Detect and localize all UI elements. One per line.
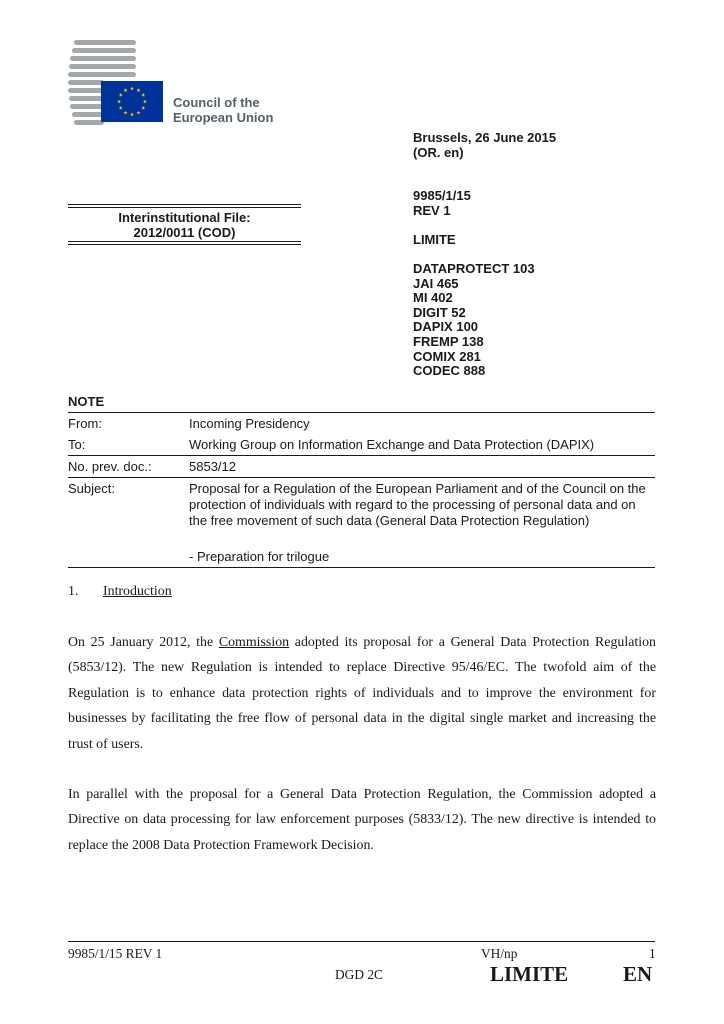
table-rule — [68, 567, 655, 568]
original-language: (OR. en) — [413, 145, 464, 160]
subject-code: COMIX 281 — [413, 348, 481, 364]
subject-code: FREMP 138 — [413, 333, 484, 349]
table-rule — [68, 455, 655, 456]
subject-code: MI 402 — [413, 290, 453, 306]
subject-code: JAI 465 — [413, 275, 459, 291]
subject-codes — [413, 262, 535, 379]
interinstitutional-label: Interinstitutional File: — [118, 210, 251, 225]
place-date: Brussels, 26 June 2015 — [413, 130, 557, 145]
to-value: Working Group on Information Exchange and Data Protection (DAPIX) — [189, 437, 595, 452]
interinstitutional-value: 2012/0011 (COD) — [133, 225, 236, 240]
classification: LIMITE — [413, 232, 456, 247]
prev-doc-value: 5853/12 — [189, 459, 236, 474]
interinstitutional-file-box — [68, 204, 301, 245]
council-logo — [68, 38, 178, 126]
org-name-line1: Council of the — [173, 95, 260, 110]
section-number: 1. — [68, 584, 79, 599]
prev-doc-label: No. prev. doc.: — [68, 459, 152, 474]
revision: REV 1 — [413, 203, 451, 218]
from-value: Incoming Presidency — [189, 416, 310, 431]
subject-code: CODEC 888 — [413, 363, 486, 379]
section-title: Introduction — [103, 584, 172, 599]
org-name-line2: European Union — [173, 110, 274, 125]
subject-code: DAPIX 100 — [413, 319, 479, 335]
note-title: NOTE — [68, 394, 105, 409]
table-rule — [68, 477, 655, 478]
footer-dg: DGD 2C — [335, 967, 383, 982]
subject-value: Proposal for a Regulation of the European Parliament and of the Council on the protection of individuals with regard to the processing of personal data and on the free movement of such data (General Data Protection Regulation) — [189, 481, 646, 528]
commission-link: Commission — [218, 635, 290, 650]
footer-doc-ref: 9985/1/15 REV 1 — [68, 946, 163, 961]
footer-rule — [68, 941, 655, 942]
subject-label: Subject: — [68, 481, 115, 496]
footer-page-number: 1 — [649, 946, 656, 961]
paragraph-1 — [68, 630, 656, 757]
paragraph-1-text-start: On 25 January 2012, the — [68, 635, 219, 650]
document-number: 9985/1/15 — [413, 188, 471, 203]
table-rule — [68, 412, 655, 413]
paragraph-2: In parallel with the proposal for a General Data Protection Regulation, the Commission adopted a Directive on data processing for law enforcement purposes (5833/12). The new directive is intended to replace the 2008 Data Protection Framework Decision. — [68, 787, 656, 853]
footer-language: EN — [623, 962, 653, 986]
subject-subtitle: - Preparation for trilogue — [189, 549, 330, 564]
footer-classification: LIMITE — [490, 962, 569, 986]
subject-code: DATAPROTECT 103 — [413, 261, 535, 276]
to-label: To: — [68, 437, 86, 452]
subject-code: DIGIT 52 — [413, 304, 466, 320]
paragraph-1-text-end: adopted its proposal for a General Data Protection Regulation (5853/12). The new Regulation is intended to replace Directive 95/46/EC. The twofold aim of the Regulation is to enhance data protection rights of individuals and to improve the environment for businesses by facilitating the free flow of personal data in the digital single market and increasing the trust of users. — [68, 635, 657, 752]
footer-initials: VH/np — [481, 946, 518, 961]
from-label: From: — [68, 416, 102, 431]
